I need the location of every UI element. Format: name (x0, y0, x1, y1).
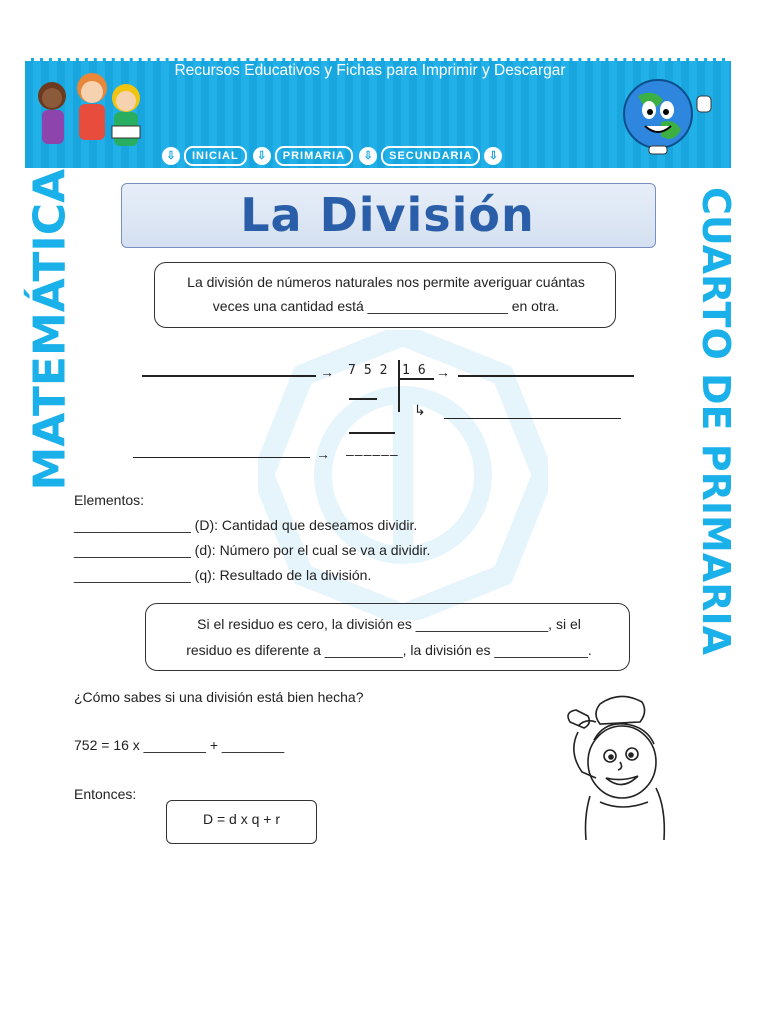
residue-dashes: –––––– (346, 446, 399, 462)
residue-line: residuo es diferente a __________, la división es ____________. (186, 642, 592, 658)
right-arrow-icon: → (436, 364, 450, 380)
site-title: FICHAS PARA IMPRIMIR (161, 14, 589, 50)
elements-heading: Elementos: (74, 492, 145, 508)
blank-line-dividend (142, 375, 316, 377)
down-arrow-icon: ⇩ (359, 147, 377, 165)
subject-label (24, 168, 76, 491)
blank-line-residue (133, 457, 310, 458)
right-arrow-icon: → (320, 364, 334, 380)
site-subtitle: Recursos Educativos y Fichas para Imprimir y Descargar (174, 62, 566, 79)
residue-line: Si el residuo es cero, la división es _________________, si el (197, 616, 581, 632)
division-bar-vertical (398, 360, 400, 412)
element-item: _______________ (q): Resultado de la división. (74, 567, 372, 583)
equation-text: 752 = 16 x ________ + ________ (74, 737, 285, 753)
intro-line: La división de números naturales nos permite averiguar cuántas (187, 274, 585, 290)
element-item: _______________ (D): Cantidad que deseamos dividir. (74, 517, 418, 533)
page-title: La División (240, 188, 535, 242)
grade-text: CUARTO DE PRIMARIA (694, 187, 738, 656)
blank-line-divisor (458, 375, 634, 377)
nav-inicial[interactable] (162, 146, 247, 166)
formula-text: D = d x q + r (202, 811, 281, 827)
down-arrow-icon: ⇩ (253, 147, 271, 165)
grade-label (694, 187, 738, 656)
division-bar-horizontal (398, 378, 434, 380)
subject-text: MATEMÁTICA (24, 168, 76, 491)
intro-line: veces una cantidad está __________________ en otra. (212, 298, 560, 314)
kids-illustration (30, 66, 148, 162)
nav-label: SECUNDARIA (381, 146, 480, 166)
residue-text (155, 611, 623, 663)
nav-label: INICIAL (184, 146, 247, 166)
hook-arrow-icon: ↳ (414, 402, 426, 418)
element-item: _______________ (d): Número por el cual se va a dividir. (74, 542, 431, 558)
nav-secundaria[interactable] (359, 146, 502, 166)
globe-mascot-icon (613, 74, 723, 160)
nav-label: PRIMARIA (275, 146, 353, 166)
subtraction-line (349, 432, 395, 434)
nav-primaria[interactable] (253, 146, 353, 166)
subtraction-line (349, 398, 377, 400)
then-label: Entonces: (74, 786, 137, 802)
boy-cartoon-illustration (560, 692, 678, 842)
nav-bar (162, 146, 502, 166)
down-arrow-icon: ⇩ (162, 147, 180, 165)
right-arrow-icon: → (316, 446, 330, 462)
down-arrow-icon: ⇩ (484, 147, 502, 165)
blank-line-quotient (444, 418, 621, 419)
question-text: ¿Cómo sabes si una división está bien hecha? (74, 689, 364, 705)
dividend-value: 752 (348, 363, 396, 378)
divisor-value: 16 (402, 363, 434, 378)
intro-text (160, 270, 612, 318)
